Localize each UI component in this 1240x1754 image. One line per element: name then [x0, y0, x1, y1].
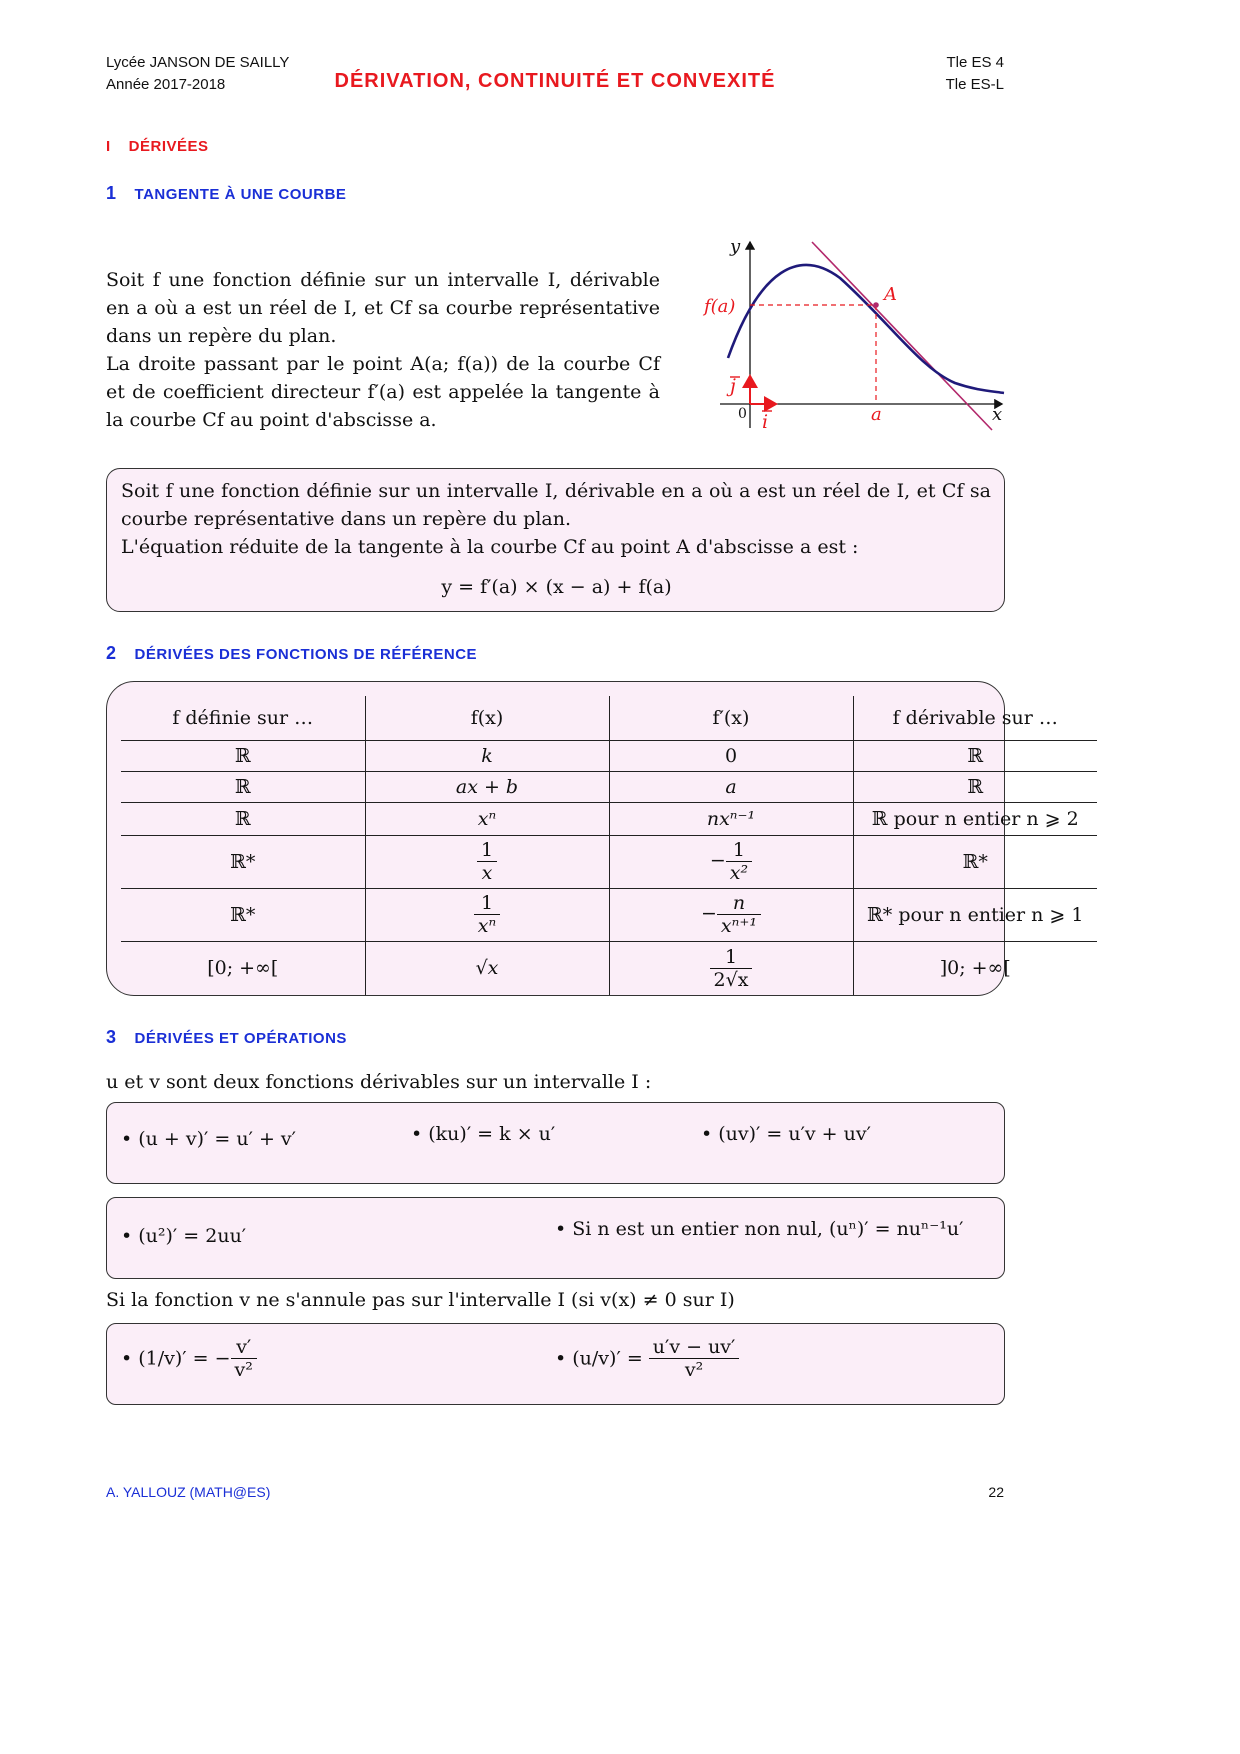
cell-deriv-domain: ℝ	[853, 740, 1097, 771]
cell-f: √x	[365, 941, 609, 995]
ops-box-2	[106, 1197, 1005, 1279]
i-label: i	[762, 411, 769, 433]
cell-fprime	[609, 941, 853, 995]
origin-label: 0	[738, 406, 747, 422]
derivatives-table-box	[106, 681, 1084, 996]
theorem-box	[106, 468, 1005, 612]
school-year: Année 2017-2018	[106, 76, 226, 93]
header-fprime: f′(x)	[609, 696, 853, 740]
header-f: f(x)	[365, 696, 609, 740]
subsection-number: 2	[106, 643, 117, 663]
fraction: $\frac{v'}{\text{v²}}$	[231, 1336, 257, 1381]
cell-domain: ℝ*	[230, 850, 256, 873]
cell-fprime: a	[609, 771, 853, 802]
intro-paragraph-1: Soit f une fonction définie sur un intervalle I, dérivable en a où a est un réel de I, et Cf sa courbe représentative dans un repère du plan.	[106, 269, 660, 347]
a-label: a	[871, 404, 882, 425]
rule-quotient: • (u/v)′ = $\frac{u'v - uv'}{\text{v²}}$	[555, 1336, 739, 1381]
intro-paragraph-2: La droite passant par le point A(a; f(a)) de la courbe Cf et de coefficient directeur f′(a) est appelée la tangente à la courbe Cf au point d'abscisse a.	[106, 353, 660, 431]
cell-domain: ℝ	[234, 744, 251, 767]
fraction: $\frac{1}{2√x}$	[710, 946, 753, 991]
tangent-formula: y = f′(a) × (x − a) + f(a)	[441, 576, 672, 598]
fraction: $\frac{1}{\text{x²}}$	[726, 839, 752, 884]
ops-box-3	[106, 1323, 1005, 1405]
tangent-figure	[690, 228, 1020, 438]
cell-fprime: nxⁿ⁻¹	[609, 802, 853, 835]
fraction: $\frac{1}{x}$	[477, 839, 497, 884]
header-deriv-domain: f dérivable sur …	[853, 696, 1097, 740]
j-label: j	[730, 375, 736, 397]
cell-deriv-domain: ]0; +∞[	[853, 941, 1097, 995]
cell-f	[365, 835, 609, 888]
header-domain: f définie sur …	[172, 706, 314, 729]
cell-deriv-domain: ℝ pour n entier n ⩾ 2	[853, 802, 1097, 835]
cell-fprime: − $\frac{n}{\text{xⁿ⁺¹}}$	[609, 888, 853, 941]
cell-deriv-domain: ℝ*	[853, 835, 1097, 888]
fraction: $\frac{n}{\text{xⁿ⁺¹}}$	[717, 892, 761, 937]
cell-deriv-domain: ℝ	[853, 771, 1097, 802]
table-row	[121, 771, 1097, 802]
rule-square: • (u²)′ = 2uu′	[121, 1225, 247, 1247]
cell-domain: ℝ	[234, 807, 251, 830]
cell-f	[365, 888, 609, 941]
fraction: $\frac{1}{\text{xⁿ}}$	[474, 892, 500, 937]
class-label-1: Tle ES 4	[946, 54, 1004, 71]
fa-label: f(a)	[704, 296, 736, 317]
rule-product: • (uv)′ = u′v + uv′	[701, 1123, 871, 1145]
section-number: I	[106, 138, 111, 155]
table-row	[121, 941, 1097, 995]
subsection-title: TANGENTE À UNE COURBE	[134, 186, 347, 203]
rule-scalar: • (ku)′ = k × u′	[411, 1123, 556, 1145]
table-row	[121, 740, 1097, 771]
cell-fprime: − $\frac{1}{\text{x²}}$	[609, 835, 853, 888]
cell-f: k	[365, 740, 609, 771]
page-number: 22	[988, 1484, 1004, 1500]
subsection-title: DÉRIVÉES ET OPÉRATIONS	[134, 1030, 347, 1047]
footer-author: A. YALLOUZ (MATH@ES)	[106, 1484, 271, 1500]
subsection-heading-3	[106, 1027, 347, 1048]
subsection-heading-2	[106, 643, 477, 664]
ops-box-1	[106, 1102, 1005, 1184]
x-label: x	[992, 404, 1003, 425]
cell-domain: [0; +∞[	[207, 957, 279, 980]
section-title: DÉRIVÉES	[128, 138, 209, 155]
theorem-line-2: L'équation réduite de la tangente à la courbe Cf au point A d'abscisse a est :	[121, 536, 859, 558]
table-row	[121, 802, 1097, 835]
theorem-line-1: Soit f une fonction définie sur un intervalle I, dérivable en a où a est un réel de I, et Cf sa courbe représentative dans un repère du plan.	[121, 480, 991, 530]
ops-condition: Si la fonction v ne s'annule pas sur l'intervalle I (si v(x) ≠ 0 sur I)	[106, 1289, 735, 1311]
theorem-text	[121, 477, 991, 561]
class-label-2: Tle ES-L	[945, 76, 1004, 93]
cell-f: xⁿ	[365, 802, 609, 835]
cell-domain: ℝ	[234, 775, 251, 798]
intro-text	[106, 266, 660, 434]
table-row	[121, 888, 1097, 941]
cell-domain: ℝ*	[230, 903, 256, 926]
curve	[728, 265, 1004, 393]
y-label: y	[730, 236, 741, 257]
ops-intro: u et v sont deux fonctions dérivables sur un intervalle I :	[106, 1071, 652, 1093]
table-header-row	[121, 696, 1097, 740]
page-title: DÉRIVATION, CONTINUITÉ ET CONVEXITÉ	[334, 70, 776, 92]
rule-inverse: • (1/v)′ = − $\frac{v'}{\text{v²}}$	[121, 1336, 257, 1381]
fraction: $\frac{u'v - uv'}{\text{v²}}$	[649, 1336, 740, 1381]
school-name: Lycée JANSON DE SAILLY	[106, 54, 290, 71]
point-a-label: A	[884, 284, 897, 305]
cell-f: ax + b	[365, 771, 609, 802]
rule-sum: • (u + v)′ = u′ + v′	[121, 1128, 296, 1150]
rule-power: • Si n est un entier non nul, (uⁿ)′ = nuⁿ⁻¹u′	[555, 1218, 964, 1240]
cell-deriv-domain: ℝ* pour n entier n ⩾ 1	[853, 888, 1097, 941]
subsection-number: 3	[106, 1027, 117, 1047]
point-a	[873, 302, 879, 308]
subsection-title: DÉRIVÉES DES FONCTIONS DE RÉFÉRENCE	[134, 646, 478, 663]
subsection-heading-1	[106, 183, 346, 204]
cell-fprime: 0	[609, 740, 853, 771]
subsection-number: 1	[106, 183, 117, 203]
section-heading	[106, 138, 209, 155]
tangent-line	[812, 242, 992, 430]
derivatives-table	[121, 696, 1097, 995]
table-row	[121, 835, 1097, 888]
